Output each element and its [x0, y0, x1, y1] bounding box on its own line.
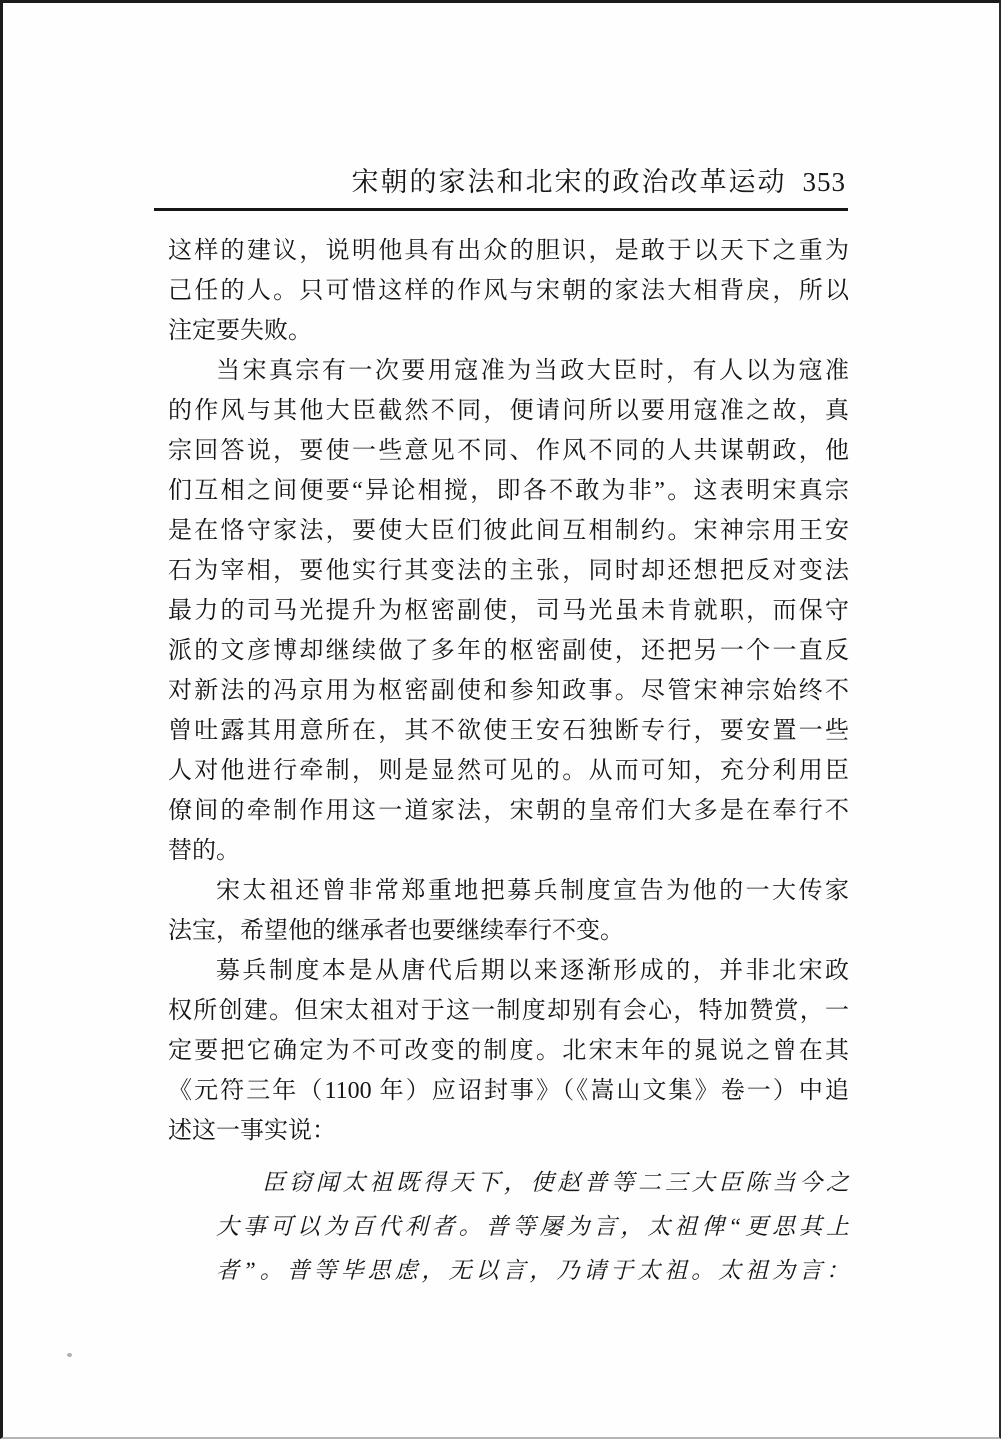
paragraph	[168, 951, 849, 1151]
text-line: 对新法的冯京用为枢密副使和参知政事。尽管宋神宗始终不	[168, 678, 849, 704]
text-line: 僚间的牵制作用这一道家法，宋朝的皇帝们大多是在奉行不	[168, 798, 849, 824]
running-head	[352, 166, 847, 198]
text-line: 己任的人。只可惜这样的作风与宋朝的家法大相背戾，所以	[168, 278, 849, 304]
text-line: 宋太祖还曾非常郑重地把募兵制度宣告为他的一大传家	[216, 878, 849, 904]
text-line: 注定要失败。	[168, 318, 312, 344]
scan-artifact-dot	[67, 1353, 72, 1357]
text-line: 石为宰相，要他实行其变法的主张，同时却还想把反对变法	[168, 558, 849, 584]
paragraph	[168, 231, 849, 351]
text-line: 人对他进行牵制，则是显然可见的。从而可知，充分利用臣	[168, 758, 849, 784]
text-line: 募兵制度本是从唐代后期以来逐渐形成的，并非北宋政	[216, 958, 849, 984]
text-line: 曾吐露其用意所在，其不欲使王安石独断专行，要安置一些	[168, 718, 849, 744]
text-line: 最力的司马光提升为枢密副使，司马光虽未肯就职，而保守	[168, 598, 849, 624]
text-line: 宗回答说，要使一些意见不同、作风不同的人共谋朝政，他	[168, 438, 849, 464]
running-head-title: 宋朝的家法和北宋的政治改革运动	[351, 167, 787, 197]
text-line: 是在恪守家法，要使大臣们彼此间互相制约。宋神宗用王安	[168, 518, 849, 544]
text-line: 当宋真宗有一次要用寇准为当政大臣时，有人以为寇准	[216, 358, 849, 384]
text-line: 权所创建。但宋太祖对于这一制度却别有会心，特加赞赏，一	[168, 998, 849, 1024]
quote-line: 臣窃闻太祖既得天下，使赵普等二三大臣陈当今之	[262, 1170, 849, 1195]
page-number: 353	[802, 167, 846, 197]
text-line: 这样的建议，说明他具有出众的胆识，是敢于以天下之重为	[168, 238, 849, 264]
text-line: 的作风与其他大臣截然不同，便请问所以要用寇准之故，真	[168, 398, 849, 424]
block-quote	[216, 1161, 849, 1293]
paragraph	[168, 871, 849, 951]
text-line: 替的。	[168, 838, 240, 864]
header-rule	[154, 208, 848, 211]
text-line: 派的文彦博却继续做了多年的枢密副使，还把另一个一直反	[168, 638, 849, 664]
paragraph	[168, 351, 849, 871]
text-line: 定要把它确定为不可改变的制度。北宋末年的晁说之曾在其	[168, 1038, 849, 1064]
quote-line: 者”。普等毕思虑，无以言，乃请于太祖。太祖为言：	[216, 1258, 849, 1283]
text-line: 《元符三年（1100 年）应诏封事》（《嵩山文集》卷一）中追	[168, 1078, 849, 1104]
text-line: 述这一事实说：	[168, 1118, 336, 1144]
quote-line: 大事可以为百代利者。普等屡为言，太祖俾“更思其上	[216, 1214, 849, 1239]
text-line: 法宝，希望他的继承者也要继续奉行不变。	[168, 918, 624, 944]
text-line: 们互相之间便要“异论相搅，即各不敢为非”。这表明宋真宗	[168, 478, 849, 504]
page-body-text	[168, 231, 849, 1293]
